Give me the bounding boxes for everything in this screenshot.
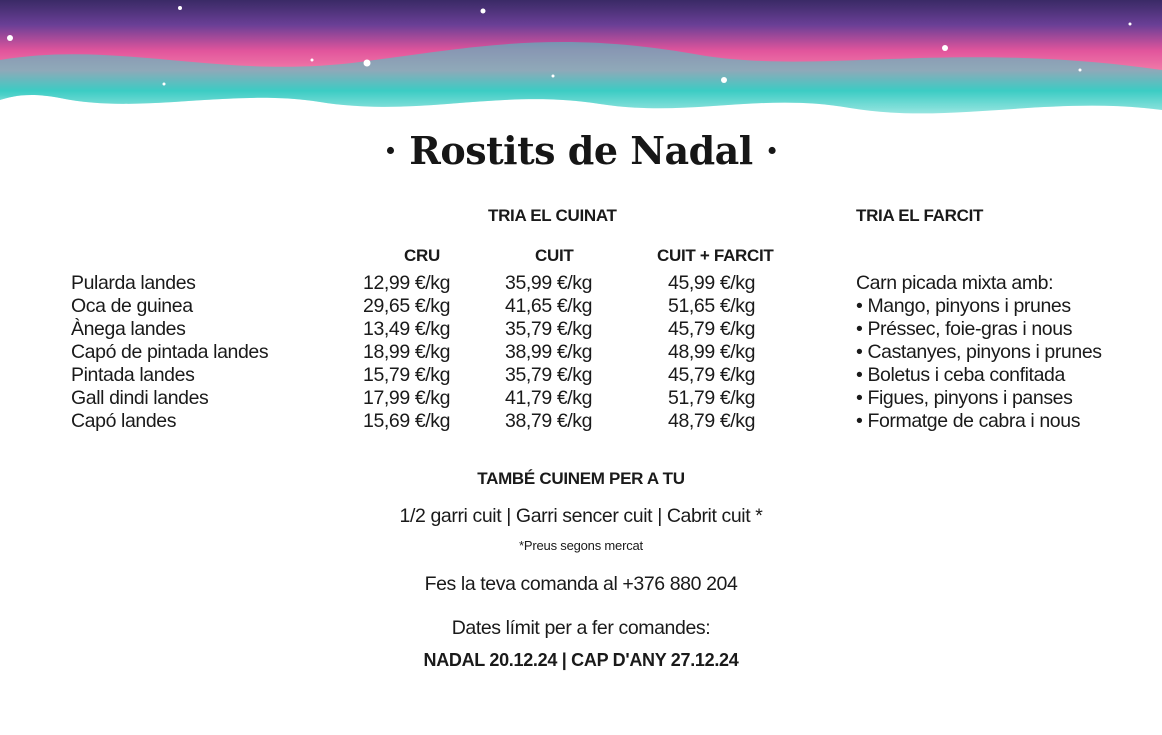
stuffing-item: • Boletus i ceba confitada	[856, 364, 1065, 386]
product-name: Capó de pintada landes	[71, 341, 269, 363]
price-cuit-farcit: 48,79 €/kg	[668, 410, 756, 432]
market-price-note: *Preus segons mercat	[519, 538, 643, 553]
price-cru: 13,49 €/kg	[363, 318, 451, 340]
also-line: 1/2 garri cuit | Garri sencer cuit | Cabrit cuit *	[399, 505, 763, 527]
order-phone: Fes la teva comanda al +376 880 204	[424, 573, 738, 595]
price-cru: 15,69 €/kg	[363, 410, 451, 432]
column-header-cuit-farcit: CUIT + FARCIT	[657, 246, 774, 265]
column-header-cru: CRU	[404, 246, 440, 265]
product-name: Capó landes	[71, 410, 177, 432]
price-cuit-column	[505, 272, 592, 433]
price-cuit: 38,79 €/kg	[505, 410, 593, 432]
price-cru-column	[363, 272, 450, 433]
price-cuit: 41,79 €/kg	[505, 387, 593, 409]
product-name: Oca de guinea	[71, 295, 193, 317]
stuffing-intro: Carn picada mixta amb:	[856, 272, 1054, 294]
stuffing-item: • Préssec, foie-gras i nous	[856, 318, 1073, 340]
price-cuit-farcit-column	[668, 272, 755, 433]
price-cru: 17,99 €/kg	[363, 387, 451, 409]
price-cru: 12,99 €/kg	[363, 272, 451, 294]
price-cuit: 35,79 €/kg	[505, 364, 593, 386]
page-title: · Rostits de Nadal ·	[383, 128, 779, 173]
product-name: Ànega landes	[71, 318, 186, 340]
price-cru: 15,79 €/kg	[363, 364, 451, 386]
stuffing-item: • Castanyes, pinyons i prunes	[856, 341, 1102, 363]
stuffing-item: • Mango, pinyons i prunes	[856, 295, 1071, 317]
price-cuit: 41,65 €/kg	[505, 295, 593, 317]
stuffing-item: • Figues, pinyons i panses	[856, 387, 1073, 409]
aurora-banner	[0, 0, 1162, 135]
price-cru: 29,65 €/kg	[363, 295, 451, 317]
stuffing-heading: TRIA EL FARCIT	[856, 206, 984, 225]
price-cuit-farcit: 45,79 €/kg	[668, 364, 756, 386]
product-name: Pularda landes	[71, 272, 196, 294]
column-header-cuit: CUIT	[535, 246, 574, 265]
price-cuit-farcit: 51,65 €/kg	[668, 295, 756, 317]
price-cuit: 35,99 €/kg	[505, 272, 593, 294]
also-heading: TAMBÉ CUINEM PER A TU	[477, 469, 685, 488]
product-name: Pintada landes	[71, 364, 195, 386]
stuffing-list	[856, 272, 1102, 433]
price-cuit-farcit: 45,99 €/kg	[668, 272, 756, 294]
product-name-column	[71, 272, 268, 433]
product-name: Gall dindi landes	[71, 387, 209, 409]
price-cuit-farcit: 48,99 €/kg	[668, 341, 756, 363]
price-cru: 18,99 €/kg	[363, 341, 451, 363]
deadline-label: Dates límit per a fer comandes:	[451, 617, 711, 639]
cooking-heading: TRIA EL CUINAT	[488, 206, 617, 225]
price-cuit: 38,99 €/kg	[505, 341, 593, 363]
stuffing-item: • Formatge de cabra i nous	[856, 410, 1081, 432]
price-cuit: 35,79 €/kg	[505, 318, 593, 340]
price-cuit-farcit: 51,79 €/kg	[668, 387, 756, 409]
price-cuit-farcit: 45,79 €/kg	[668, 318, 756, 340]
deadline-dates: NADAL 20.12.24 | CAP D'ANY 27.12.24	[423, 650, 739, 670]
